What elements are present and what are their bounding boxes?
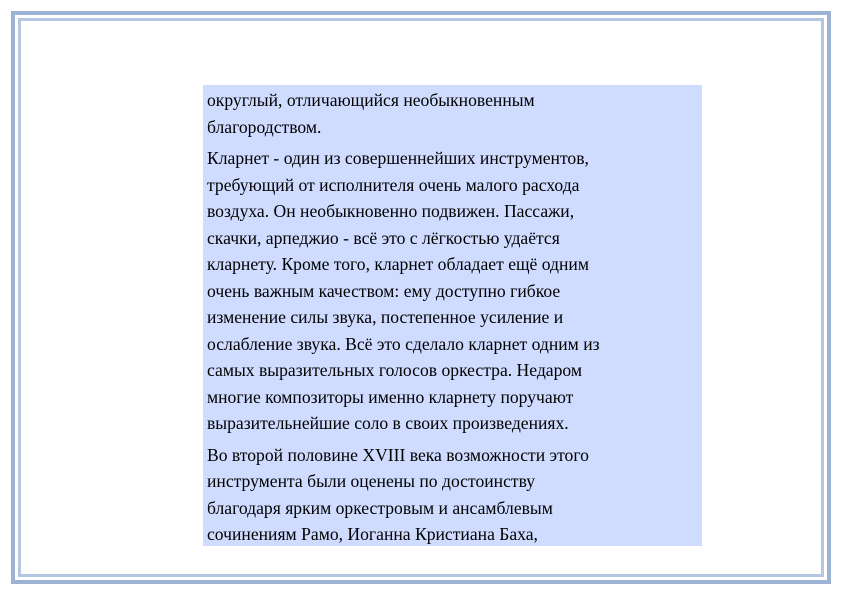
paragraph-3: Во второй половине XVIII века возможности этого инструмента были оценены по достоинству благодаря ярким оркестровым и ансамблевым сочинениям Рамо, Иоганна Кристиана Баха, bbox=[207, 444, 589, 544]
paragraph-1: округлый, отличающийся необыкновенным благородством. bbox=[207, 90, 535, 137]
text-block bbox=[203, 85, 702, 546]
paragraph-2: Кларнет - один из совершеннейших инструментов, требующий от исполнителя очень малого расхода воздуха. Он необыкновенно подвижен. Пассажи, скачки, арпеджио - всё это с лёгкостью удаётся кларнету. Кроме того, кларнет обладает ещё одним очень важным качеством: ему доступно гибкое изменение силы звука, постепенное усиление и ослабление звука. Всё это сделало кларнет одним из самых выразительных голосов оркестра. Недаром многие композиторы именно кларнету поручают выразительнейшие соло в своих произведениях. bbox=[207, 148, 600, 433]
